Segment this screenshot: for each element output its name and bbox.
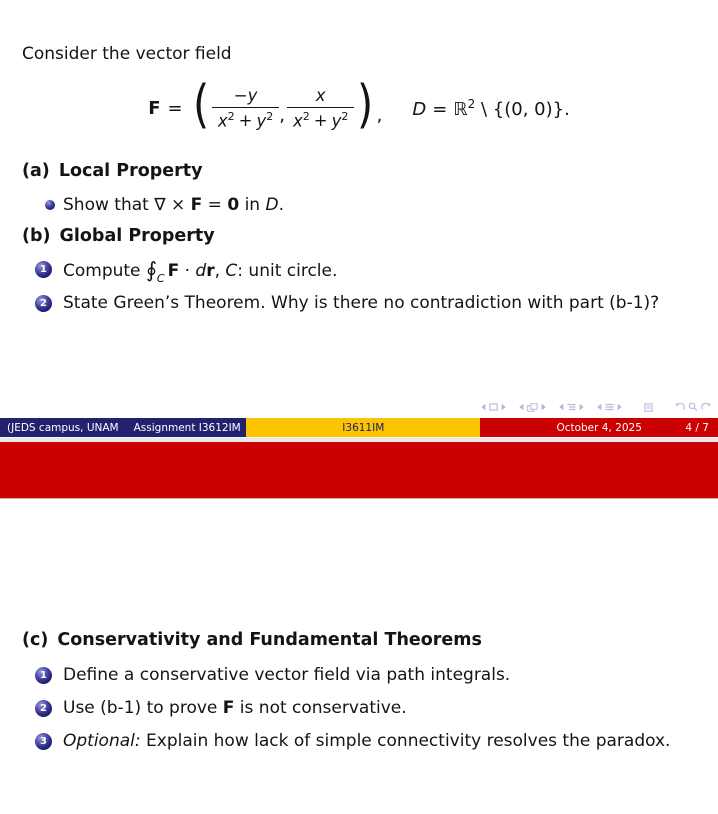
spacer — [52, 662, 63, 689]
short-title-text: I3611IM — [342, 421, 385, 434]
section-b-item-1 — [35, 256, 337, 286]
exponent: 2 — [227, 109, 235, 123]
section-b-heading — [22, 226, 215, 246]
section-a-title: Local Property — [58, 161, 203, 181]
math-F: F — [167, 261, 180, 281]
math-C: C — [225, 261, 238, 281]
domain-definition — [412, 97, 569, 120]
section-c-label: (c) — [22, 630, 49, 650]
presentation-nav-group — [644, 403, 653, 412]
red-banner — [0, 442, 718, 499]
next-subsection-icon[interactable] — [579, 403, 585, 411]
section-c-heading — [22, 630, 482, 650]
setminus: \ — [480, 98, 488, 120]
intro-text: Consider the vector field — [22, 44, 232, 64]
date-text: October 4, 2025 — [556, 421, 642, 434]
section-b-item-2 — [35, 290, 659, 317]
section-a-item — [45, 192, 284, 219]
comma: , — [376, 105, 383, 126]
math-y: y — [256, 111, 267, 131]
enumeration-ball-1-icon: 1 — [35, 261, 52, 278]
section-c-item-1 — [35, 662, 510, 689]
title-text: Assignment I3612IM — [133, 421, 241, 434]
next-frame-icon[interactable] — [541, 403, 547, 411]
text: : unit circle. — [237, 261, 338, 281]
section-c-title: Conservativity and Fundamental Theorems — [57, 630, 482, 650]
section-c-item-1-text: Define a conservative vector field via path integrals. — [63, 665, 511, 685]
prev-slide-icon[interactable] — [480, 403, 486, 411]
real-numbers-symbol: ℝ — [453, 98, 468, 120]
section-b-title: Global Property — [59, 226, 215, 246]
math-F: F — [190, 195, 203, 215]
next-section-icon[interactable] — [617, 403, 623, 411]
math-x: x — [292, 111, 303, 131]
left-paren: ( — [192, 75, 209, 135]
section-b-label: (b) — [22, 226, 51, 246]
math-y: y — [331, 111, 342, 131]
fraction-2-numerator: x — [315, 85, 326, 105]
text: , — [214, 261, 226, 281]
math-D: D — [412, 98, 427, 120]
section-c-item-3 — [35, 728, 670, 755]
exponent: 2 — [302, 109, 310, 123]
go-back-icon[interactable] — [674, 403, 685, 412]
enumeration-ball-2-icon: 2 — [35, 295, 52, 312]
subsection-nav-group — [558, 403, 585, 411]
page-number: 4 / 7 — [685, 421, 709, 434]
slide-icon[interactable] — [489, 403, 498, 411]
text: . — [278, 195, 284, 215]
excluded-point-set: {(0, 0)}. — [492, 98, 570, 120]
history-search-group — [674, 402, 712, 412]
section-c-item-2-text — [63, 695, 407, 722]
frame-icon[interactable] — [527, 403, 538, 412]
math-r: r — [206, 261, 215, 281]
spacer — [52, 728, 63, 755]
equals-sign: = — [167, 97, 183, 119]
text: Use (b-1) to prove — [63, 698, 223, 718]
text: is not conservative. — [234, 698, 407, 718]
frame-nav-group — [518, 403, 547, 412]
subsection-icon[interactable] — [567, 403, 576, 411]
footline-date-page — [480, 418, 718, 437]
fraction-1 — [212, 86, 279, 131]
equals-sign: = — [432, 98, 448, 120]
prev-section-icon[interactable] — [596, 403, 602, 411]
fraction-1-numerator: −y — [233, 85, 258, 105]
enumeration-ball-3-icon: 3 — [35, 733, 52, 750]
footline-short-title — [246, 418, 480, 437]
section-c-item-3-text — [63, 728, 670, 755]
prev-subsection-icon[interactable] — [558, 403, 564, 411]
enumeration-ball-2-icon: 2 — [35, 700, 52, 717]
optional-label: Optional: — [63, 731, 141, 751]
curl-operator: ∇ × — [154, 195, 191, 215]
contour-integral-symbol: ∮ — [145, 258, 157, 282]
institute-text: (JEDS campus, UNAM — [7, 421, 119, 434]
search-icon[interactable] — [688, 402, 698, 412]
fraction-2-denominator — [287, 107, 354, 131]
section-nav-group — [596, 403, 623, 411]
presentation-icon[interactable] — [644, 403, 653, 412]
integral-subscript-C: C — [156, 272, 165, 285]
prev-frame-icon[interactable] — [518, 403, 524, 411]
exponent: 2 — [341, 109, 349, 123]
spacer — [52, 695, 63, 722]
spacer — [55, 192, 63, 219]
math-F: F — [148, 97, 161, 119]
spacer — [52, 256, 63, 286]
math-D: D — [265, 195, 279, 215]
next-slide-icon[interactable] — [501, 403, 507, 411]
plus-sign: + — [313, 111, 328, 131]
bullet-ball-icon — [45, 200, 55, 210]
math-F: F — [222, 698, 235, 718]
right-paren: ) — [357, 75, 374, 135]
fraction-1-denominator — [212, 107, 279, 131]
vector-field-equation — [0, 76, 718, 140]
fraction-2 — [287, 86, 354, 131]
equals-sign: = — [202, 195, 228, 215]
footline — [0, 418, 718, 437]
section-b-item-1-text — [63, 256, 337, 286]
dot-product: · — [179, 261, 196, 281]
comma: , — [279, 105, 285, 126]
footline-author-institute — [0, 418, 246, 437]
math-zero: 0 — [227, 195, 240, 215]
slide-nav-group — [480, 403, 507, 411]
differential-d: d — [195, 261, 207, 281]
math-x: x — [217, 111, 228, 131]
section-a-label: (a) — [22, 161, 50, 181]
spacer — [52, 290, 63, 317]
section-a-item-text — [63, 192, 284, 219]
text: in — [239, 195, 266, 215]
text: Show that — [63, 195, 155, 215]
enumeration-ball-1-icon: 1 — [35, 667, 52, 684]
section-c-item-2 — [35, 695, 407, 722]
beamer-navigation-bar — [469, 401, 712, 413]
plus-sign: + — [238, 111, 253, 131]
text: Compute — [63, 261, 146, 281]
section-icon[interactable] — [605, 403, 614, 411]
text: Explain how lack of simple connectivity resolves the paradox. — [140, 731, 671, 751]
slide-page-5 — [0, 499, 718, 814]
section-a-heading — [22, 161, 203, 181]
go-forward-icon[interactable] — [701, 403, 712, 412]
exponent: 2 — [266, 109, 274, 123]
section-b-item-2-text: State Green’s Theorem. Why is there no contradiction with part (b-1)? — [63, 293, 660, 313]
exponent: 2 — [467, 96, 476, 111]
